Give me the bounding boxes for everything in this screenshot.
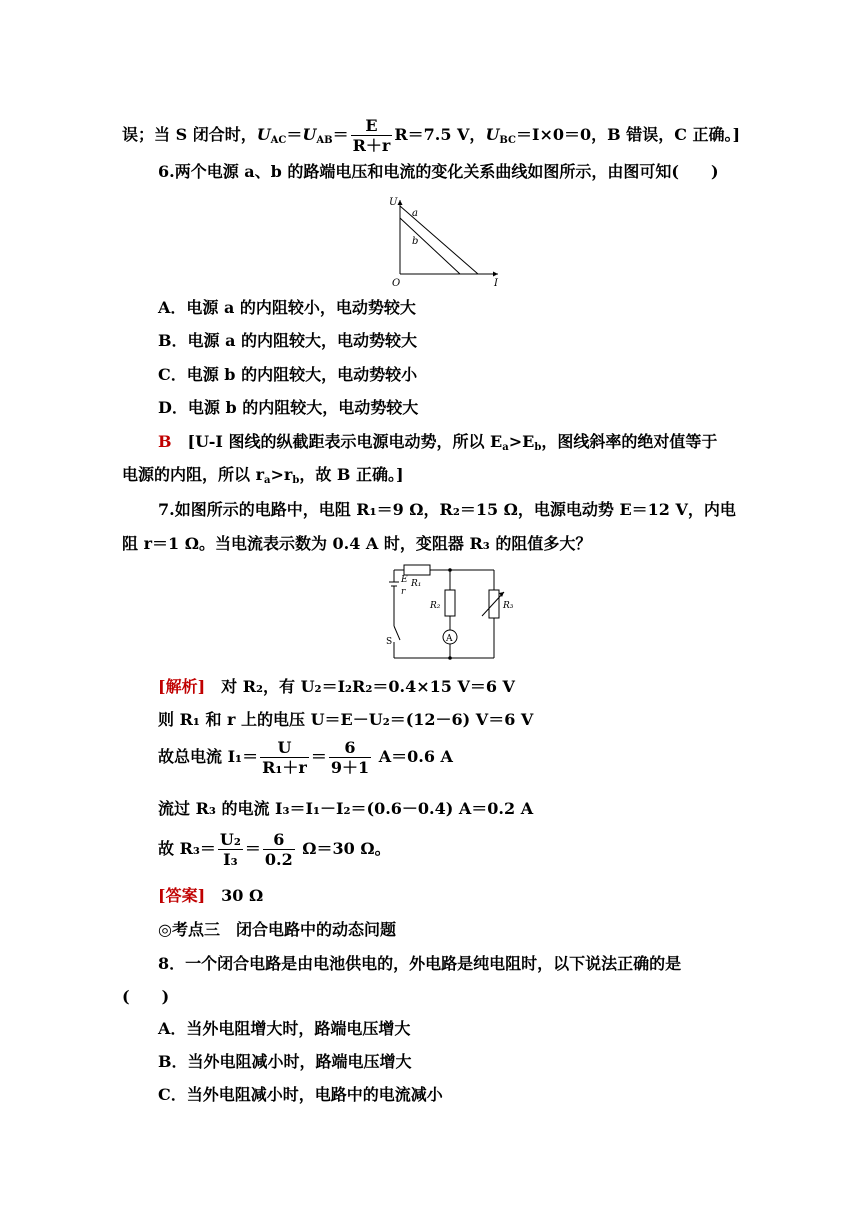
graph-curve-b-label: b xyxy=(412,236,419,247)
resistor-r1 xyxy=(404,565,430,575)
q6-option-a: A．电源 a 的内阻较小，电动势较大 xyxy=(158,298,416,317)
ui-graph xyxy=(386,192,506,288)
graph-curve-a-label: a xyxy=(412,208,418,219)
label-e: E xyxy=(401,575,408,585)
answer-tag: [答案] xyxy=(158,886,206,905)
resistor-r2 xyxy=(445,590,455,616)
label-r3: R₃ xyxy=(503,601,514,611)
question-7-line1: 7.如图所示的电路中，电阻 R₁＝9 Ω，R₂＝15 Ω，电源电动势 E＝12 V，内电 xyxy=(158,500,736,519)
solution-tag: [解析] xyxy=(158,677,206,696)
q6-option-d: D．电源 b 的内阻较大，电动势较大 xyxy=(158,398,419,417)
label-r2: R₂ xyxy=(430,601,441,611)
question-6: 6.两个电源 a、b 的路端电压和电流的变化关系曲线如图所示，由图可知( ) xyxy=(158,162,719,181)
rheostat-r3 xyxy=(489,590,499,618)
question-8-line1: 8．一个闭合电路是由电池供电的，外电路是纯电阻时，以下说法正确的是 xyxy=(158,954,682,973)
question-7-line2: 阻 r＝1 Ω。当电流表示数为 0.4 A 时，变阻器 R₃ 的阻值多大？ xyxy=(122,534,592,553)
q7-answer: [答案] 30 Ω xyxy=(158,886,264,905)
q8-option-b: B．当外电阻减小时，路端电压增大 xyxy=(158,1052,412,1071)
section-heading-3: ◎考点三 闭合电路中的动态问题 xyxy=(158,920,396,939)
label-ammeter: A xyxy=(446,634,453,644)
prev-answer-continuation: 误；当 S 闭合时，$U_{AC}=U_{AB}=$ $\frac{E}{R+r}$ R＝7.5 V，$U_{BC}=I\times 0=0$，B 错误，C 正确。] xyxy=(122,116,741,155)
label-r1: R₁ xyxy=(411,579,422,589)
answer-letter: B xyxy=(158,432,172,451)
circuit-diagram xyxy=(386,562,526,666)
graph-y-label: U xyxy=(389,197,398,208)
solution-line5: 故 R₃＝ $\frac{\text{U₂}}{\text{I₃}}$ ＝ $\frac{6}{0.2}$ Ω＝30 Ω。 xyxy=(158,830,391,869)
label-s: S xyxy=(386,637,393,647)
rheostat-arrow xyxy=(482,592,504,616)
q6-answer: B [U-I 图线的纵截距表示电源电动势，所以 $E_a>E_b$，图线斜率的绝对值等于 xyxy=(158,432,718,453)
q6-answer-line2: 电源的内阻，所以 $r_a>r_b$，故 B 正确。] xyxy=(122,465,404,486)
q8-option-c: C．当外电阻减小时，电路中的电流减小 xyxy=(158,1085,443,1104)
curve-b-line xyxy=(400,218,460,274)
label-r: r xyxy=(401,587,406,597)
q6-option-b: B．电源 a 的内阻较大，电动势较大 xyxy=(158,331,418,350)
solution-line3: 故总电流 I₁＝ $\frac{U}{\text{R₁＋r}}$ ＝ $\frac{6}{9+1}$ A＝0.6 A xyxy=(158,738,453,777)
graph-origin-label: O xyxy=(392,278,401,288)
solution-line2: 则 R₁ 和 r 上的电压 U＝E－U₂＝(12－6) V＝6 V xyxy=(158,710,534,729)
solution-line4: 流过 R₃ 的电流 I₃＝I₁－I₂＝(0.6－0.4) A＝0.2 A xyxy=(158,799,534,818)
question-8-line2: ( ) xyxy=(122,987,170,1006)
q8-option-a: A．当外电阻增大时，路端电压增大 xyxy=(158,1019,411,1038)
switch-s xyxy=(394,626,400,640)
fraction-E-over-R-plus-r: $\frac{E}{R+r}$ xyxy=(352,116,391,155)
q6-option-c: C．电源 b 的内阻较大，电动势较小 xyxy=(158,365,418,384)
graph-x-label: I xyxy=(494,278,498,288)
solution-line1: [解析] 对 R₂，有 U₂＝I₂R₂＝0.4×15 V＝6 V xyxy=(158,677,515,696)
